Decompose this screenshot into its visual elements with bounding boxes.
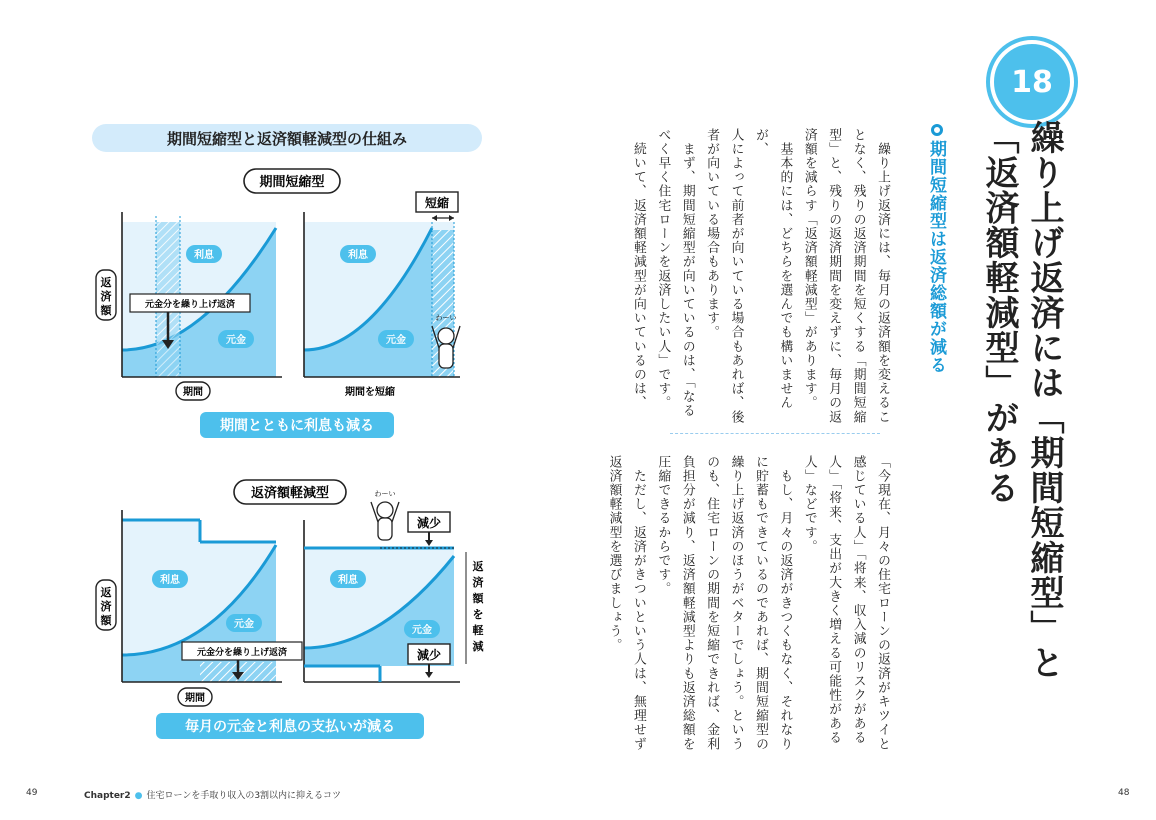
- bottom-decrease-label-top: 減少: [416, 516, 442, 530]
- text-line: のも、住宅ローンの期間を短縮できれば、金利: [704, 455, 720, 752]
- bottom-decrease-label-bottom: 減少: [416, 648, 442, 662]
- top-left-principal-label: 元金: [226, 335, 246, 346]
- chapter-title: 住宅ローンを手取り収入の3割以内に抑えるコツ: [146, 791, 342, 801]
- chapter-footer: [84, 788, 341, 801]
- top-type-label-text: 期間短縮型: [259, 175, 325, 190]
- top-y-axis-label: [96, 270, 116, 320]
- text-line: ただし、返済がきついという人は、無理せず: [630, 455, 646, 752]
- text-line: 「今現在、月々の住宅ローンの返済がキツイと: [875, 455, 890, 752]
- text-line: 圧縮できるからです。: [655, 455, 671, 596]
- top-cheer-text: わーい: [435, 314, 457, 322]
- bottom-caption-text: 毎月の元金と利息の支払いが減る: [185, 719, 395, 735]
- text-line: 返済額軽減型を選びましょう。: [606, 455, 622, 653]
- top-right-chart: [304, 192, 460, 377]
- svg-text:返: 返: [472, 560, 484, 573]
- svg-text:軽: 軽: [472, 624, 484, 637]
- top-short-label: 短縮: [424, 196, 450, 210]
- svg-text:減: 減: [472, 640, 484, 653]
- text-line: 負担分が減り、返済額軽減型よりも返済総額を: [679, 455, 695, 752]
- text-line: 人によって前者が向いている場合もあれば、後: [728, 128, 744, 425]
- text-line: 基本的には、どちらを選んでも構いませんが、: [752, 128, 793, 410]
- top-x-right-text: 期間を短縮: [345, 387, 395, 398]
- subheading-text: 期間短縮型は返済総額が減る: [926, 140, 946, 374]
- bottom-y-axis-label: [96, 580, 116, 630]
- svg-text:済: 済: [100, 290, 112, 303]
- chapter-label: Chapter2: [84, 791, 131, 801]
- text-line: となく、残りの返済期間を短くする「期間短縮: [850, 128, 866, 425]
- text-line: 繰り上げ返済には、毎月の返済額を変えるこ: [875, 128, 890, 425]
- bottom-type-label: [234, 480, 346, 504]
- top-prepay-label: 元金分を繰り上げ返済: [144, 300, 236, 310]
- top-caption: [200, 412, 394, 438]
- svg-text:額: 額: [100, 614, 112, 627]
- cheering-person-icon-2: [371, 490, 399, 540]
- bottom-x-axis-left: [178, 688, 212, 706]
- bottom-cheer-text: わーい: [374, 490, 396, 498]
- top-left-interest-label: 利息: [194, 250, 214, 261]
- top-caption-text: 期間とともに利息も減る: [220, 418, 374, 434]
- bottom-right-interest-label: 利息: [338, 575, 358, 586]
- text-line: 人」「将来、支出が大きく増える可能性がある: [826, 455, 842, 745]
- svg-text:返: 返: [100, 586, 112, 599]
- text-line: 続いて、返済額軽減型が向いているのは、: [630, 128, 646, 410]
- text-line: 人」などです。: [801, 455, 817, 554]
- bottom-left-interest-label: 利息: [160, 575, 180, 586]
- dot-icon: ●: [134, 791, 143, 801]
- diagram-title: 期間短縮型と返済額軽減型の仕組み: [92, 124, 482, 152]
- title-line-2: 「返済額軽減型」がある: [979, 120, 1019, 505]
- title-line-1: 繰り上げ返済には「期間短縮型」と: [1024, 120, 1064, 680]
- top-x-axis-left: [176, 382, 210, 400]
- svg-text:額: 額: [100, 304, 112, 317]
- svg-text:を: を: [472, 608, 484, 621]
- page-number-right: 48: [1118, 788, 1130, 798]
- bottom-left-principal-label: 元金: [234, 619, 254, 630]
- bottom-right-principal-label: 元金: [412, 625, 432, 636]
- text-line: 感じている人」「将来、収入減のリスクがある: [850, 455, 866, 745]
- page-number-left: 49: [26, 788, 38, 798]
- bottom-right-vertical-label: [466, 552, 485, 664]
- text-line: もし、月々の返済がきつくもなく、それなり: [777, 455, 793, 752]
- text-line: 型」と、残りの返済期間を変えずに、毎月の返: [826, 128, 842, 425]
- top-type-label: [244, 169, 340, 193]
- text-line: べく早く住宅ローンを返済したい人」です。: [655, 128, 671, 410]
- bottom-prepay-label: 元金分を繰り上げ返済: [196, 648, 288, 658]
- text-line: 者が向いている場合もあります。: [704, 128, 720, 340]
- svg-text:返: 返: [100, 276, 112, 289]
- bottom-type-label-text: 返済額軽減型: [250, 486, 330, 501]
- svg-text:済: 済: [100, 600, 112, 613]
- section-number-badge: 18: [990, 40, 1074, 124]
- bottom-caption: [156, 713, 424, 739]
- text-line: 済額を減らす「返済額軽減型」があります。: [801, 128, 817, 410]
- top-left-chart: [122, 212, 282, 377]
- top-right-principal-label: 元金: [386, 335, 406, 346]
- top-x-axis-right: [345, 385, 396, 398]
- text-line: まず、期間短縮型が向いているのは、「なる: [679, 128, 695, 418]
- text-line: に貯蓄もできているのであれば、期間短縮型の: [752, 455, 768, 752]
- svg-text:済: 済: [472, 576, 484, 589]
- top-x-left-text: 期間: [183, 387, 203, 398]
- bottom-left-chart: [122, 510, 302, 682]
- text-line: 繰り上げ返済のほうがベターでしょう。という: [728, 455, 744, 752]
- bottom-x-left-text: 期間: [185, 693, 205, 704]
- svg-text:額: 額: [472, 592, 484, 605]
- top-right-interest-label: 利息: [348, 250, 368, 261]
